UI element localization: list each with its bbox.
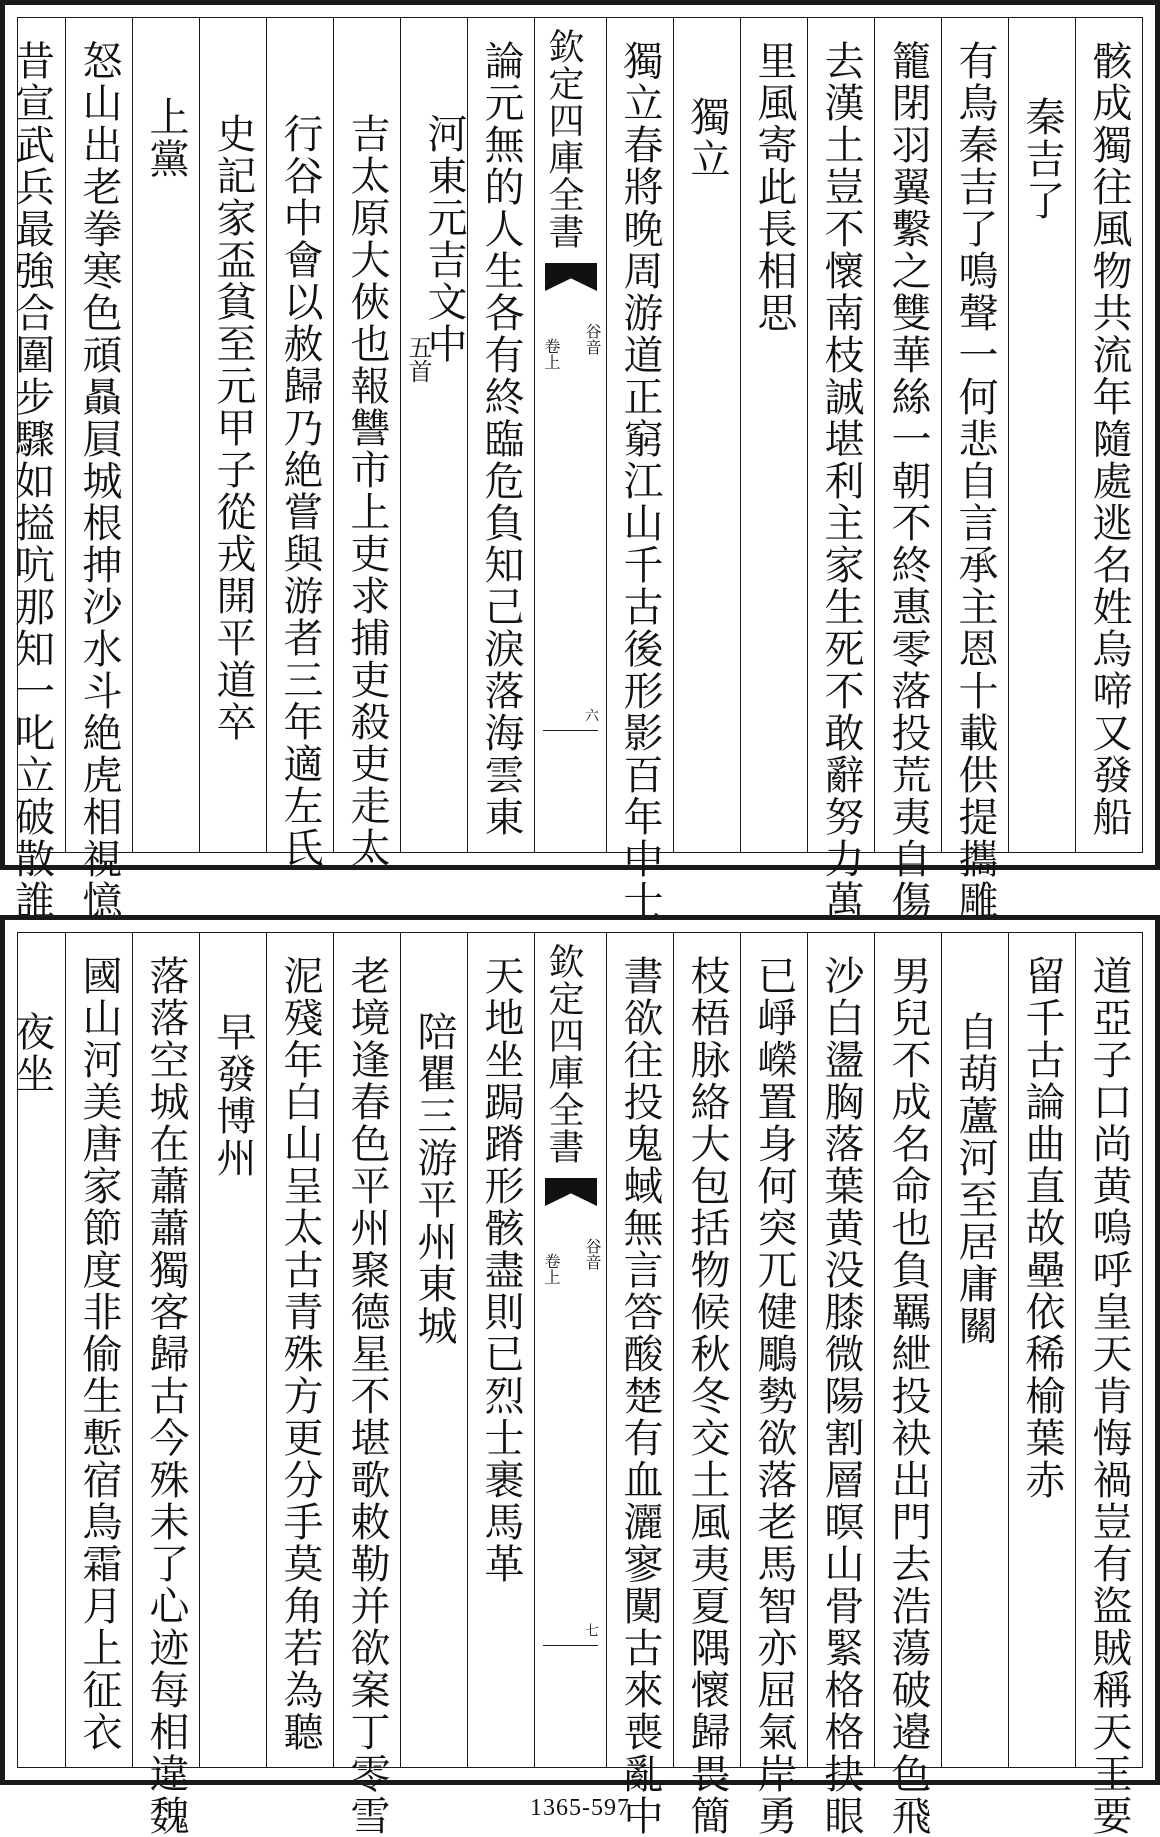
text-column <box>199 18 266 852</box>
text-column <box>266 933 333 1767</box>
center-fold-column <box>534 933 606 1767</box>
column-text: 沙白盪胸落葉黄没膝微陽割層暝山骨緊格格抉眼 <box>818 955 864 1837</box>
poem-title: 秦吉了 <box>1019 96 1065 222</box>
text-column <box>673 933 740 1837</box>
text-column <box>874 933 941 1837</box>
text-column <box>266 18 333 869</box>
text-column <box>740 18 807 852</box>
text-column <box>941 18 1008 922</box>
center-fold-book-name: 谷音 <box>583 323 602 355</box>
center-fold-juan: 卷上 <box>542 338 561 370</box>
poem-title: 自葫蘆河至居庸關 <box>952 1011 998 1347</box>
text-column <box>1008 18 1075 852</box>
column-text: 去漢土豈不懷南枝誠堪利主家生死不敢辭努力萬 <box>818 40 864 922</box>
fishtail-mark-icon <box>545 1178 597 1206</box>
text-column <box>0 18 65 922</box>
text-column <box>65 18 132 922</box>
top-page-inner-frame <box>8 17 1143 922</box>
center-fold-book-name: 谷音 <box>583 1238 602 1270</box>
column-text: 留千古論曲直故壘依稀榆葉赤 <box>1019 955 1065 1501</box>
poem-title: 上黨 <box>143 96 189 180</box>
text-column <box>333 18 400 869</box>
center-fold-juan: 卷上 <box>542 1253 561 1285</box>
column-text: 老境逢春色平州聚德星不堪歌敕勒并欲案丁零雪 <box>344 955 390 1837</box>
center-fold-rule <box>543 1645 598 1646</box>
text-column <box>606 18 673 922</box>
column-text: 有鳥秦吉了鳴聲一何悲自言承主恩十載供提攜雕 <box>952 40 998 922</box>
text-column <box>467 933 534 1767</box>
column-text: 骸成獨往風物共流年隨處逃名姓烏啼又發船 <box>1086 40 1132 838</box>
column-text: 枝梧脉絡大包括物候秋冬交土風夷夏隅懷歸畏簡 <box>684 955 730 1837</box>
page-number-footer: 1365-597 <box>530 1795 630 1821</box>
center-fold-title: 欽定四庫全書 <box>543 28 584 250</box>
text-column <box>807 933 874 1837</box>
poem-title: 早發博州 <box>210 1011 256 1179</box>
text-column <box>807 18 874 922</box>
poem-title: 陪瞿三游平州東城 <box>411 1011 457 1347</box>
poem-count-note: 五首 <box>404 335 432 383</box>
column-text: 獨立春將晚周游道正窮江山千古後形影百年中士 <box>617 40 663 922</box>
center-fold-rule <box>543 730 598 731</box>
column-text: 男兒不成名命也負羈紲投袂出門去浩蕩破邉色飛 <box>885 955 931 1837</box>
poem-title: 河東元吉文中 <box>421 113 467 365</box>
text-column <box>333 933 400 1837</box>
text-column <box>1075 18 1142 852</box>
column-text: 道亞子口尚黄嗚呼皇天肯悔禍豈有盜賊稱天王要 <box>1086 955 1132 1837</box>
text-column <box>874 18 941 922</box>
preface-text: 吉太原大俠也報讐市上吏求捕吏殺吏走太 <box>344 113 390 869</box>
column-text: 泥殘年白山呈太古青殊方更分手莫角若為聽 <box>277 955 323 1753</box>
column-text: 落落空城在蕭蕭獨客歸古今殊未了心迹每相違魏 <box>143 955 189 1837</box>
text-column <box>941 933 1008 1767</box>
fishtail-mark-icon <box>545 263 597 291</box>
text-column <box>740 933 807 1837</box>
column-text: 里風寄此長相思 <box>751 40 797 334</box>
column-text: 已崢嶸置身何突兀健鵰勢欲落老馬智亦屈氣岸勇 <box>751 955 797 1837</box>
text-column <box>199 933 266 1767</box>
column-text: 書欲往投鬼蜮無言答酸楚有血灑寥闃古來喪亂中 <box>617 955 663 1837</box>
text-column <box>400 933 467 1767</box>
text-column <box>467 18 534 852</box>
center-fold-leaf-number: 七 <box>583 1623 599 1637</box>
column-text: 怒山出老拳寒色頑贔屓城根抻沙水斗絶虎相視憶 <box>76 40 122 922</box>
text-column <box>673 18 740 852</box>
preface-text: 史記家盃貧至元甲子從戎開平道卒 <box>210 113 256 743</box>
text-column <box>1075 933 1142 1837</box>
text-column <box>400 18 467 852</box>
poem-title: 獨立 <box>684 96 730 180</box>
title-with-note <box>404 18 467 852</box>
column-text: 論元無的人生各有終臨危負知己淚落海雲東 <box>478 40 524 838</box>
text-column <box>65 933 132 1767</box>
text-column <box>0 933 65 1767</box>
text-column <box>132 18 199 852</box>
text-column <box>1008 933 1075 1767</box>
column-text: 天地坐跼蹐形骸盡則已烈士裹馬革 <box>478 955 524 1585</box>
center-fold-column <box>534 18 606 852</box>
column-text: 昔宣武兵最強合圍步驟如搤吭那知一叱立破散誰 <box>8 40 55 922</box>
poem-title: 夜坐 <box>8 1011 55 1095</box>
preface-text: 行谷中會以赦歸乃絶嘗與游者三年適左氏 <box>277 113 323 869</box>
column-text: 籠閉羽翼繫之雙華絲一朝不終惠零落投荒夷自傷 <box>885 40 931 922</box>
column-text: 國山河美唐家節度非偷生慙宿鳥霜月上征衣 <box>76 955 122 1753</box>
center-fold-leaf-number: 六 <box>583 708 599 722</box>
center-fold-title: 欽定四庫全書 <box>543 943 584 1165</box>
text-column <box>132 933 199 1837</box>
text-column <box>606 933 673 1837</box>
top-page-columns <box>8 18 1142 922</box>
